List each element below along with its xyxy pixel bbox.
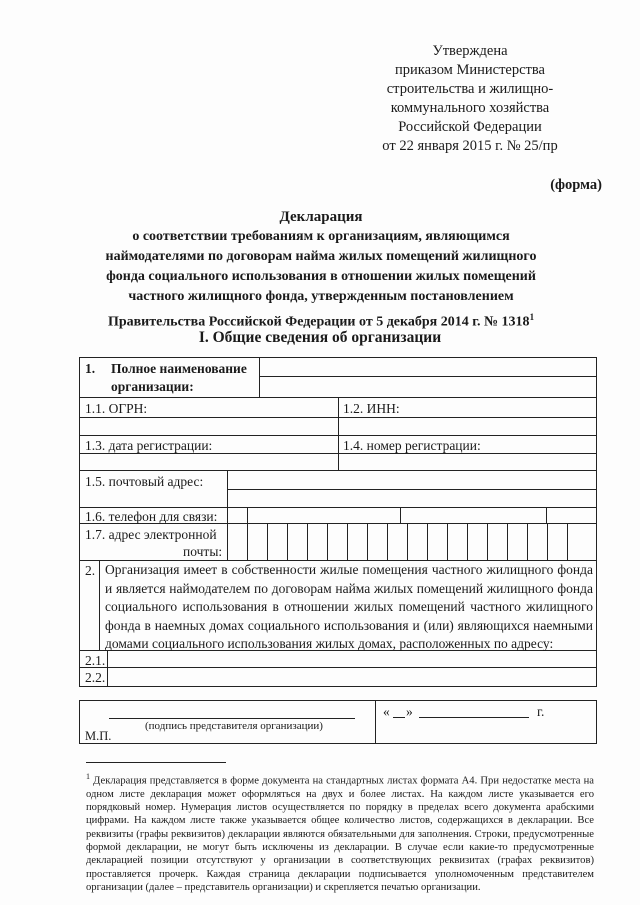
date-year-suffix: г.	[537, 704, 545, 719]
table-border-right	[596, 357, 597, 687]
email-cell-divider	[467, 523, 468, 560]
title-heading: Декларация	[279, 209, 363, 225]
declaration-title	[86, 207, 556, 333]
email-cell-divider	[407, 523, 408, 560]
form-label: (форма)	[550, 177, 602, 193]
table-row-divider	[79, 470, 597, 471]
approval-line-4: коммунального хозяйства	[390, 100, 550, 116]
stamp-label: М.П.	[85, 729, 112, 743]
approval-block	[360, 42, 580, 156]
email-cell-divider	[327, 523, 328, 560]
signature-border	[79, 700, 80, 744]
signature-border	[79, 700, 597, 701]
approval-line-3: строительства и жилищно-	[386, 81, 554, 97]
org-name-label-1: Полное наименование	[111, 361, 247, 376]
signature-divider	[375, 700, 376, 744]
email-cell-divider	[487, 523, 488, 560]
approval-line-6: от 22 января 2015 г. № 25/пр	[382, 138, 558, 154]
email-cell-divider	[507, 523, 508, 560]
phone-label: 1.6. телефон для связи:	[85, 509, 218, 524]
email-cell-divider	[547, 523, 548, 560]
footnote-text: Декларация представляется в форме документа на стандартных листах формата А4. При недостатке места на одном листе декларация может оформляться на двух и более листах. На каждом листе указывается его порядковый номер. Нумерация листов осуществляется по порядку в пределах всего документа арабскими цифрами. На каждом листе также указывается общее количество листов, содержащихся в декларации. Все реквизиты (графы реквизитов) декларации являются обязательными для заполнения. Строки, предусмотренные формой декларации, не могут быть исключены из декларации. В случае если какие-то предусмотренные декларацией позиции отсутствуют у организации в соответствующих реквизитах (графах реквизитов) проставляется прочерк. Каждая страница декларации подписывается уполномоченным представителем организации (далее – представитель организации) и скрепляется печатью организации.	[86, 775, 595, 893]
table-col-divider	[107, 650, 108, 687]
reg-date-label: 1.3. дата регистрации:	[85, 438, 213, 453]
table-row-divider	[259, 376, 597, 377]
table-col-divider	[99, 560, 100, 650]
table-col-divider	[546, 507, 547, 523]
footnote-mark: 1	[86, 772, 90, 781]
table-border-left	[79, 357, 80, 687]
title-line-2: наймодателями по договорам найма жилых помещений жилищного	[105, 249, 537, 264]
signature-border	[79, 743, 597, 744]
email-cell-divider	[427, 523, 428, 560]
footnote	[86, 770, 594, 894]
email-cell-divider	[307, 523, 308, 560]
paragraph-number: 2.	[85, 563, 96, 578]
title-line-4: частного жилищного фонда, утвержденным постановлением	[128, 289, 514, 304]
table-col-divider	[227, 470, 228, 560]
email-cell-divider	[567, 523, 568, 560]
org-name-number: 1.	[85, 361, 96, 376]
postal-address-label: 1.5. почтовый адрес:	[85, 474, 204, 489]
title-line-1: о соответствии требованиям к организациям, являющимся	[132, 229, 510, 244]
table-col-divider	[259, 357, 260, 397]
table-row-divider	[79, 667, 597, 668]
table-border-top	[79, 357, 597, 358]
email-cell-divider	[287, 523, 288, 560]
title-line-3: фонда социального использования в отношении жилых помещений	[106, 269, 536, 284]
inn-label: 1.2. ИНН:	[343, 401, 400, 416]
org-name-label-2: организации:	[111, 379, 194, 394]
table-col-divider	[338, 397, 339, 435]
footnote-separator	[86, 762, 226, 763]
signature-caption: (подпись представителя организации)	[145, 720, 323, 732]
address-row-2: 2.2.	[85, 670, 106, 685]
signature-border	[596, 700, 597, 744]
date-quote-close: »	[406, 704, 413, 719]
table-row-divider	[227, 489, 597, 490]
email-cell-divider	[387, 523, 388, 560]
email-cell-divider	[247, 523, 248, 560]
email-cell-divider	[367, 523, 368, 560]
table-col-divider	[400, 507, 401, 523]
date-day-line	[393, 717, 405, 718]
email-cell-divider	[527, 523, 528, 560]
date-month-line	[419, 717, 529, 718]
email-label-1: 1.7. адрес электронной	[85, 527, 217, 542]
table-border-bottom	[79, 686, 597, 687]
approval-line-5: Российской Федерации	[398, 119, 542, 135]
ogrn-label: 1.1. ОГРН:	[85, 401, 148, 416]
approval-line-1: Утверждена	[432, 43, 508, 59]
title-line-5-text: Правительства Российской Федерации от 5 декабря 2014 г. № 1318	[107, 314, 530, 330]
approval-line-2: приказом Министерства	[395, 62, 545, 78]
ownership-statement: Организация имеет в собственности жилые помещения частного жилищного фонда и является наймодателем по договорам найма жилых помещений жилищного фонда социального использования в отношении жилых помещений частного жилищного фонда в наемных домах социального использования и (или) являющихся наемными домами социального использования жилых домах, расположенных по адресу:	[105, 562, 593, 652]
date-quote-open: «	[383, 704, 390, 719]
email-label-2: почты:	[183, 544, 223, 559]
table-col-divider	[338, 435, 339, 470]
signature-block	[79, 700, 597, 744]
email-cell-divider	[347, 523, 348, 560]
section-title: I. Общие сведения об организации	[198, 329, 442, 346]
email-cell-divider	[447, 523, 448, 560]
table-col-divider	[247, 507, 248, 523]
email-cell-divider	[267, 523, 268, 560]
reg-number-label: 1.4. номер регистрации:	[343, 438, 481, 453]
title-footnote-mark: 1	[529, 312, 535, 322]
address-row-1: 2.1.	[85, 653, 106, 668]
